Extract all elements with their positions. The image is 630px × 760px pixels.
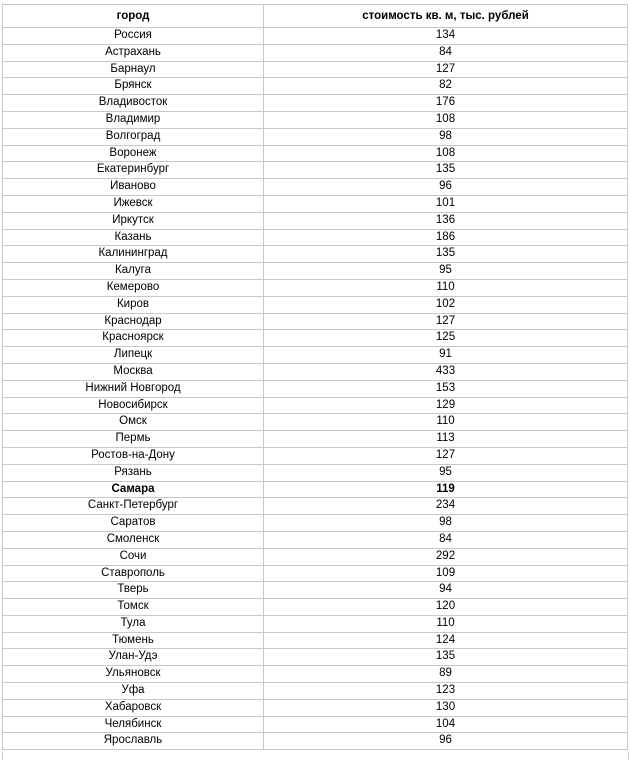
- city-cell: Тверь: [3, 582, 264, 599]
- city-cell: Липецк: [3, 347, 264, 364]
- city-cell: Астрахань: [3, 44, 264, 61]
- city-cell: Омск: [3, 414, 264, 431]
- table-row: [3, 431, 628, 448]
- table-row: [3, 498, 628, 515]
- city-cell: Казань: [3, 229, 264, 246]
- price-cell: 127: [264, 447, 628, 464]
- city-cell: Сочи: [3, 548, 264, 565]
- table-row: [3, 582, 628, 599]
- city-cell: Ростов-на-Дону: [3, 447, 264, 464]
- header-row: [3, 5, 628, 28]
- price-table-sheet: [2, 4, 627, 750]
- table-row: [3, 61, 628, 78]
- price-cell: 89: [264, 666, 628, 683]
- table-row: [3, 447, 628, 464]
- price-cell: 135: [264, 246, 628, 263]
- price-cell: 101: [264, 195, 628, 212]
- city-cell: Ярославль: [3, 733, 264, 750]
- city-cell: Москва: [3, 363, 264, 380]
- price-cell: 125: [264, 330, 628, 347]
- price-cell: 102: [264, 296, 628, 313]
- table-row: [3, 279, 628, 296]
- price-cell: 84: [264, 44, 628, 61]
- city-cell: Кемерово: [3, 279, 264, 296]
- price-cell: 104: [264, 716, 628, 733]
- table-row: [3, 162, 628, 179]
- city-cell: Рязань: [3, 464, 264, 481]
- table-row: [3, 649, 628, 666]
- table-row: [3, 111, 628, 128]
- header-city: город: [3, 5, 264, 28]
- price-cell: 108: [264, 111, 628, 128]
- city-cell: Саратов: [3, 515, 264, 532]
- table-row: [3, 666, 628, 683]
- city-cell: Тула: [3, 615, 264, 632]
- city-cell: Екатеринбург: [3, 162, 264, 179]
- price-table: [2, 4, 628, 750]
- price-cell: 234: [264, 498, 628, 515]
- table-row: [3, 313, 628, 330]
- table-row: [3, 565, 628, 582]
- price-cell: 134: [264, 28, 628, 45]
- price-cell: 94: [264, 582, 628, 599]
- table-row: [3, 683, 628, 700]
- price-cell: 135: [264, 649, 628, 666]
- table-row: [3, 95, 628, 112]
- table-row: [3, 179, 628, 196]
- city-cell: Челябинск: [3, 716, 264, 733]
- table-row: [3, 716, 628, 733]
- table-row: [3, 414, 628, 431]
- empty-row-stub: [2, 752, 629, 760]
- price-cell: 109: [264, 565, 628, 582]
- city-cell: Красноярск: [3, 330, 264, 347]
- table-row: [3, 246, 628, 263]
- city-cell: Нижний Новгород: [3, 380, 264, 397]
- table-row: [3, 363, 628, 380]
- table-row: [3, 531, 628, 548]
- table-row: [3, 548, 628, 565]
- city-cell: Ставрополь: [3, 565, 264, 582]
- price-cell: 113: [264, 431, 628, 448]
- table-row: [3, 397, 628, 414]
- price-cell: 176: [264, 95, 628, 112]
- price-cell: 119: [264, 481, 628, 498]
- table-row: [3, 481, 628, 498]
- price-cell: 110: [264, 279, 628, 296]
- price-cell: 91: [264, 347, 628, 364]
- price-cell: 110: [264, 414, 628, 431]
- price-cell: 110: [264, 615, 628, 632]
- price-cell: 98: [264, 515, 628, 532]
- header-price: стоимость кв. м, тыс. рублей: [264, 5, 628, 28]
- price-cell: 127: [264, 61, 628, 78]
- city-cell: Ульяновск: [3, 666, 264, 683]
- city-cell: Иваново: [3, 179, 264, 196]
- city-cell: Воронеж: [3, 145, 264, 162]
- price-cell: 98: [264, 128, 628, 145]
- city-cell: Ижевск: [3, 195, 264, 212]
- price-cell: 129: [264, 397, 628, 414]
- city-cell: Томск: [3, 599, 264, 616]
- city-cell: Краснодар: [3, 313, 264, 330]
- city-cell: Уфа: [3, 683, 264, 700]
- table-row: [3, 330, 628, 347]
- city-cell: Калининград: [3, 246, 264, 263]
- table-row: [3, 195, 628, 212]
- price-cell: 95: [264, 464, 628, 481]
- table-row: [3, 44, 628, 61]
- price-cell: 82: [264, 78, 628, 95]
- city-cell: Улан-Удэ: [3, 649, 264, 666]
- price-cell: 95: [264, 263, 628, 280]
- city-cell: Киров: [3, 296, 264, 313]
- table-row: [3, 128, 628, 145]
- city-cell: Волгоград: [3, 128, 264, 145]
- city-cell: Владимир: [3, 111, 264, 128]
- city-cell: Иркутск: [3, 212, 264, 229]
- price-cell: 292: [264, 548, 628, 565]
- price-cell: 120: [264, 599, 628, 616]
- price-cell: 136: [264, 212, 628, 229]
- table-row: [3, 263, 628, 280]
- price-cell: 127: [264, 313, 628, 330]
- table-row: [3, 380, 628, 397]
- price-cell: 130: [264, 699, 628, 716]
- price-cell: 124: [264, 632, 628, 649]
- city-cell: Смоленск: [3, 531, 264, 548]
- table-row: [3, 78, 628, 95]
- table-body: [3, 28, 628, 750]
- table-row: [3, 515, 628, 532]
- price-cell: 108: [264, 145, 628, 162]
- table-row: [3, 347, 628, 364]
- table-row: [3, 599, 628, 616]
- price-cell: 135: [264, 162, 628, 179]
- price-cell: 433: [264, 363, 628, 380]
- table-row: [3, 632, 628, 649]
- table-row: [3, 229, 628, 246]
- city-cell: Калуга: [3, 263, 264, 280]
- city-cell: Барнаул: [3, 61, 264, 78]
- price-cell: 84: [264, 531, 628, 548]
- price-cell: 153: [264, 380, 628, 397]
- city-cell: Самара: [3, 481, 264, 498]
- price-cell: 123: [264, 683, 628, 700]
- city-cell: Брянск: [3, 78, 264, 95]
- city-cell: Владивосток: [3, 95, 264, 112]
- city-cell: Хабаровск: [3, 699, 264, 716]
- city-cell: Санкт-Петербург: [3, 498, 264, 515]
- table-row: [3, 212, 628, 229]
- city-cell: Новосибирск: [3, 397, 264, 414]
- table-row: [3, 145, 628, 162]
- table-row: [3, 296, 628, 313]
- city-cell: Тюмень: [3, 632, 264, 649]
- table-row: [3, 699, 628, 716]
- table-row: [3, 464, 628, 481]
- price-cell: 186: [264, 229, 628, 246]
- price-cell: 96: [264, 179, 628, 196]
- table-row: [3, 615, 628, 632]
- city-cell: Пермь: [3, 431, 264, 448]
- table-row: [3, 733, 628, 750]
- price-cell: 96: [264, 733, 628, 750]
- table-row: [3, 28, 628, 45]
- city-cell: Россия: [3, 28, 264, 45]
